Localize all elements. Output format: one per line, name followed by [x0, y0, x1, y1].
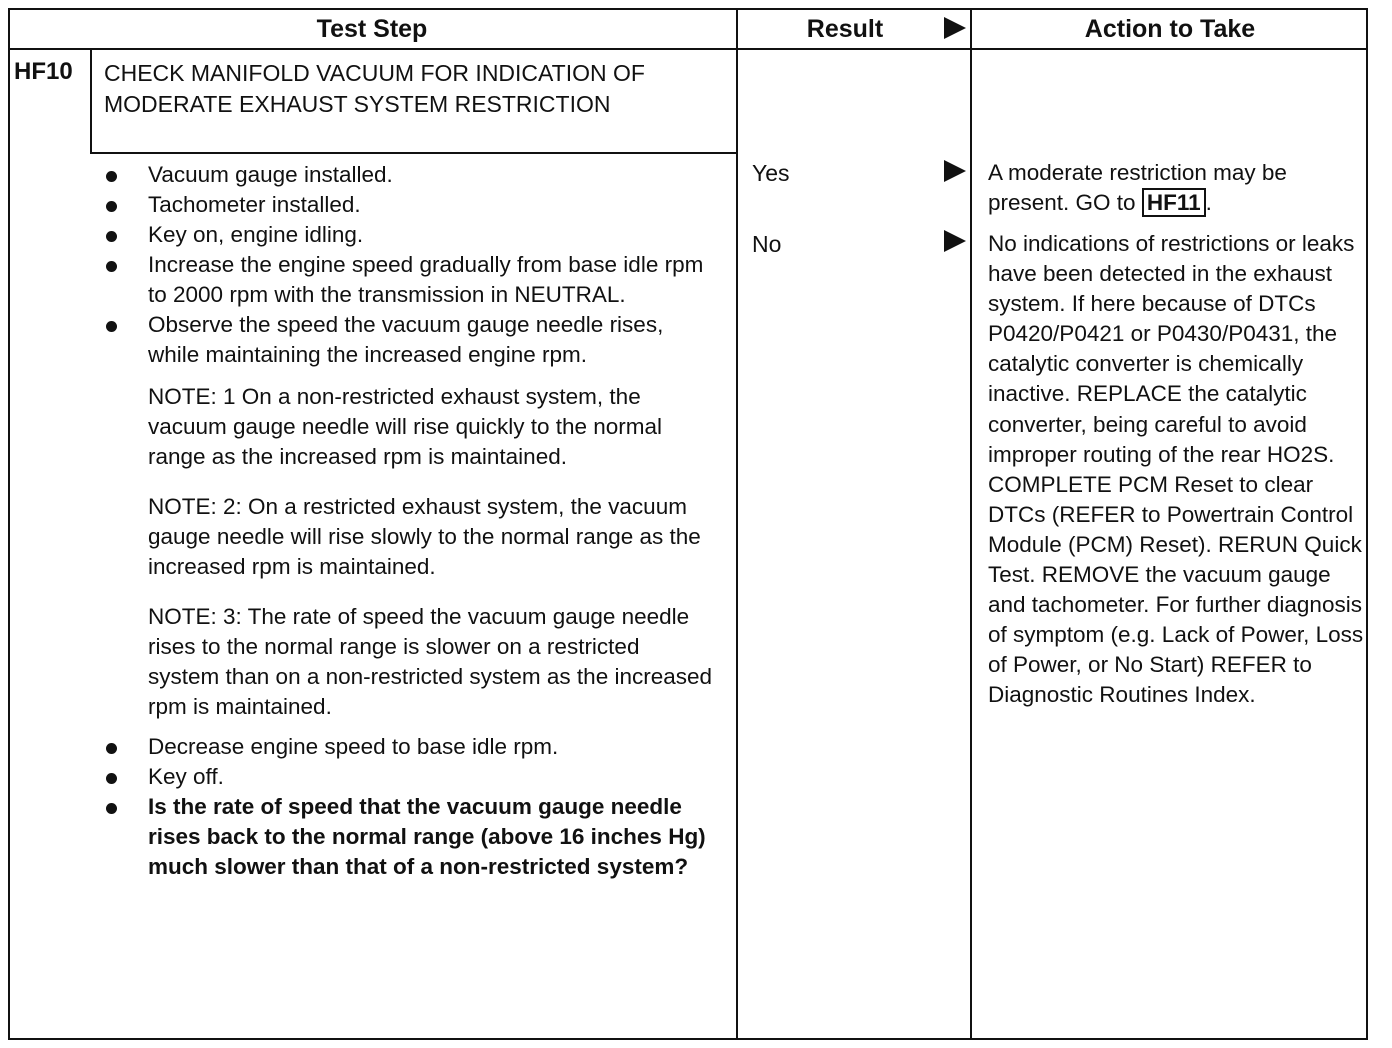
procedure-list: [106, 160, 716, 882]
action-yes: A moderate restriction may be present. GO to HF11 .: [988, 160, 1287, 216]
step-title: CHECK MANIFOLD VACUUM FOR INDICATION OF MODERATE EXHAUST SYSTEM RESTRICTION: [104, 60, 645, 117]
list-item: Decrease engine speed to base idle rpm.: [106, 732, 716, 762]
bullet-icon: [106, 261, 117, 272]
goto-hf11-link[interactable]: HF11: [1142, 188, 1206, 217]
list-item: Vacuum gauge installed.: [106, 160, 716, 190]
list-item: Increase the engine speed gradually from base idle rpm to 2000 rpm with the transmission in NEUTRAL.: [106, 250, 716, 310]
no-arrow-icon: [944, 230, 966, 252]
header-result: Result: [806, 14, 884, 43]
bullet-icon: [106, 321, 117, 332]
step-id: HF10: [14, 58, 73, 85]
column-divider-action: [970, 8, 972, 1040]
header-action: Action to Take: [1084, 14, 1256, 43]
note-3: NOTE: 3: The rate of speed the vacuum gauge needle rises to the normal range is slower on a restricted system than on a non-restricted system as the increased rpm is maintained.: [148, 604, 713, 719]
note-1: NOTE: 1 On a non-restricted exhaust system, the vacuum gauge needle will rise quickly to the normal range as the increased rpm is maintained.: [148, 384, 663, 469]
header-arrow-icon: [944, 17, 966, 39]
list-item: Key off.: [106, 762, 716, 792]
bullet-icon: [106, 231, 117, 242]
list-item: Key on, engine idling.: [106, 220, 716, 250]
column-divider-result: [736, 8, 738, 1040]
action-no: No indications of restrictions or leaks have been detected in the exhaust system. If here because of DTCs P0420/P0421 or P0430/P0431, the catalytic converter is chemically inactive. REPLACE the catalytic converter, being careful to avoid improper routing of the rear HO2S. COMPLETE PCM Reset to clear DTCs (REFER to Powertrain Control Module (PCM) Reset). RERUN Quick Test. REMOVE the vacuum gauge and tachometer. For further diagnosis of symptom (e.g. Lack of Power, Loss of Power, or No Start) REFER to Diagnostic Routines Index.: [988, 231, 1364, 708]
bullet-icon: [106, 171, 117, 182]
bullet-icon: [106, 803, 117, 814]
list-item: Observe the speed the vacuum gauge needle rises, while maintaining the increased engine rpm.: [106, 310, 716, 370]
result-yes: Yes: [752, 160, 790, 186]
bullet-icon: [106, 743, 117, 754]
step-id-divider: [90, 50, 92, 152]
bullet-icon: [106, 201, 117, 212]
step-title-rule: [90, 152, 738, 154]
question-item: Is the rate of speed that the vacuum gauge needle rises back to the normal range (above 16 inches Hg) much slower than that of a non-restricted system?: [106, 792, 716, 882]
list-item: Tachometer installed.: [106, 190, 716, 220]
bullet-icon: [106, 773, 117, 784]
result-no: No: [752, 231, 782, 257]
header-test-step: Test Step: [316, 14, 428, 43]
note-2: NOTE: 2: On a restricted exhaust system, the vacuum gauge needle will rise slowly to the normal range as the increased rpm is maintained.: [148, 494, 701, 579]
yes-arrow-icon: [944, 160, 966, 182]
